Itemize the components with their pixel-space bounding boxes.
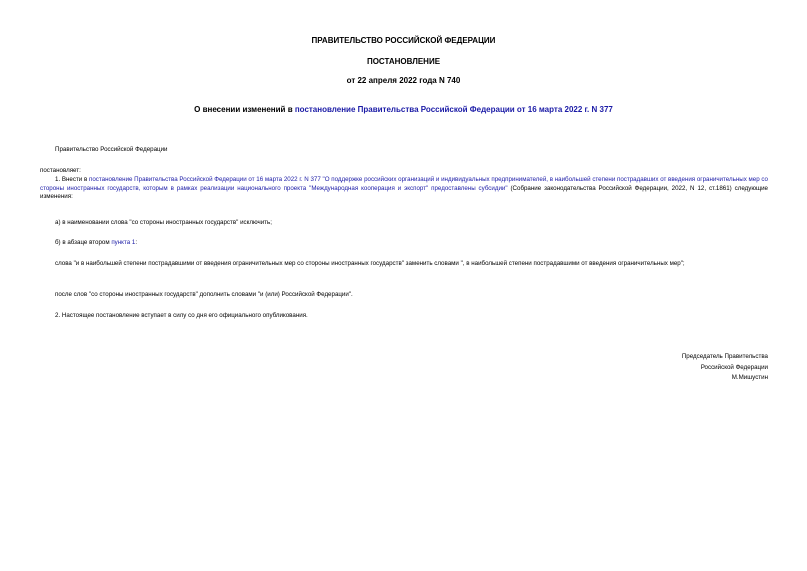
item-1-suffix: (Собрание законодательства Российской Федерации, 2022, N 12, ст.1861) следующие изменения: xyxy=(40,184,768,201)
document-title xyxy=(0,105,807,115)
item-1-link[interactable]: постановление Правительства Российской Федерации от 16 марта 2022 г. N 377 "О поддержке российских организаций и индивидуальных предпринимателей, в наибольшей степени пострадавших от введения ограничительных мер со стороны иностранных государств, которым в рамках реализации национального проекта "Международная кооперация и экспорт" предоставлены субсидии" xyxy=(40,176,768,192)
item-b-paragraph xyxy=(55,239,137,248)
words-paragraph: слова "и в наибольшей степени пострадавшими от введения ограничительных мер со стороны иностранных государств" заменить словами ", в наибольшей степени пострадавшими от введения ограничительных мер"; xyxy=(55,260,685,267)
government-line: Правительство Российской Федерации xyxy=(55,146,168,153)
signature-position-line-2: Российской Федерации xyxy=(700,363,768,371)
item-2-paragraph: 2. Настоящее постановление вступает в силу со дня его официального опубликования. xyxy=(55,312,308,319)
item-1-paragraph xyxy=(40,176,768,202)
header-organization: ПРАВИТЕЛЬСТВО РОССИЙСКОЙ ФЕДЕРАЦИИ xyxy=(311,36,496,45)
title-link[interactable]: постановление Правительства Российской Федерации от 16 марта 2022 г. N 377 xyxy=(294,105,613,114)
title-prefix: О внесении изменений в xyxy=(194,105,295,114)
signature-name: М.Мишустин xyxy=(731,374,768,381)
item-a-paragraph: а) в наименовании слова "со стороны иностранных государств" исключить; xyxy=(55,219,272,226)
after-paragraph: после слов "со стороны иностранных государств" дополнить словами "и (или) Российской Федерации". xyxy=(55,291,353,298)
decides-line: постановляет: xyxy=(40,167,81,174)
signature-position-line-1: Председатель Правительства xyxy=(681,353,768,360)
item-b-link[interactable]: пункта 1 xyxy=(111,239,136,246)
header-doc-type: ПОСТАНОВЛЕНИЕ xyxy=(366,57,441,66)
signature-block xyxy=(560,352,768,384)
item-b-prefix: б) в абзаце втором xyxy=(55,239,112,246)
header-date-number: от 22 апреля 2022 года N 740 xyxy=(346,76,461,85)
item-1-prefix: 1. Внести в xyxy=(55,176,89,183)
item-b-suffix: : xyxy=(135,239,138,246)
